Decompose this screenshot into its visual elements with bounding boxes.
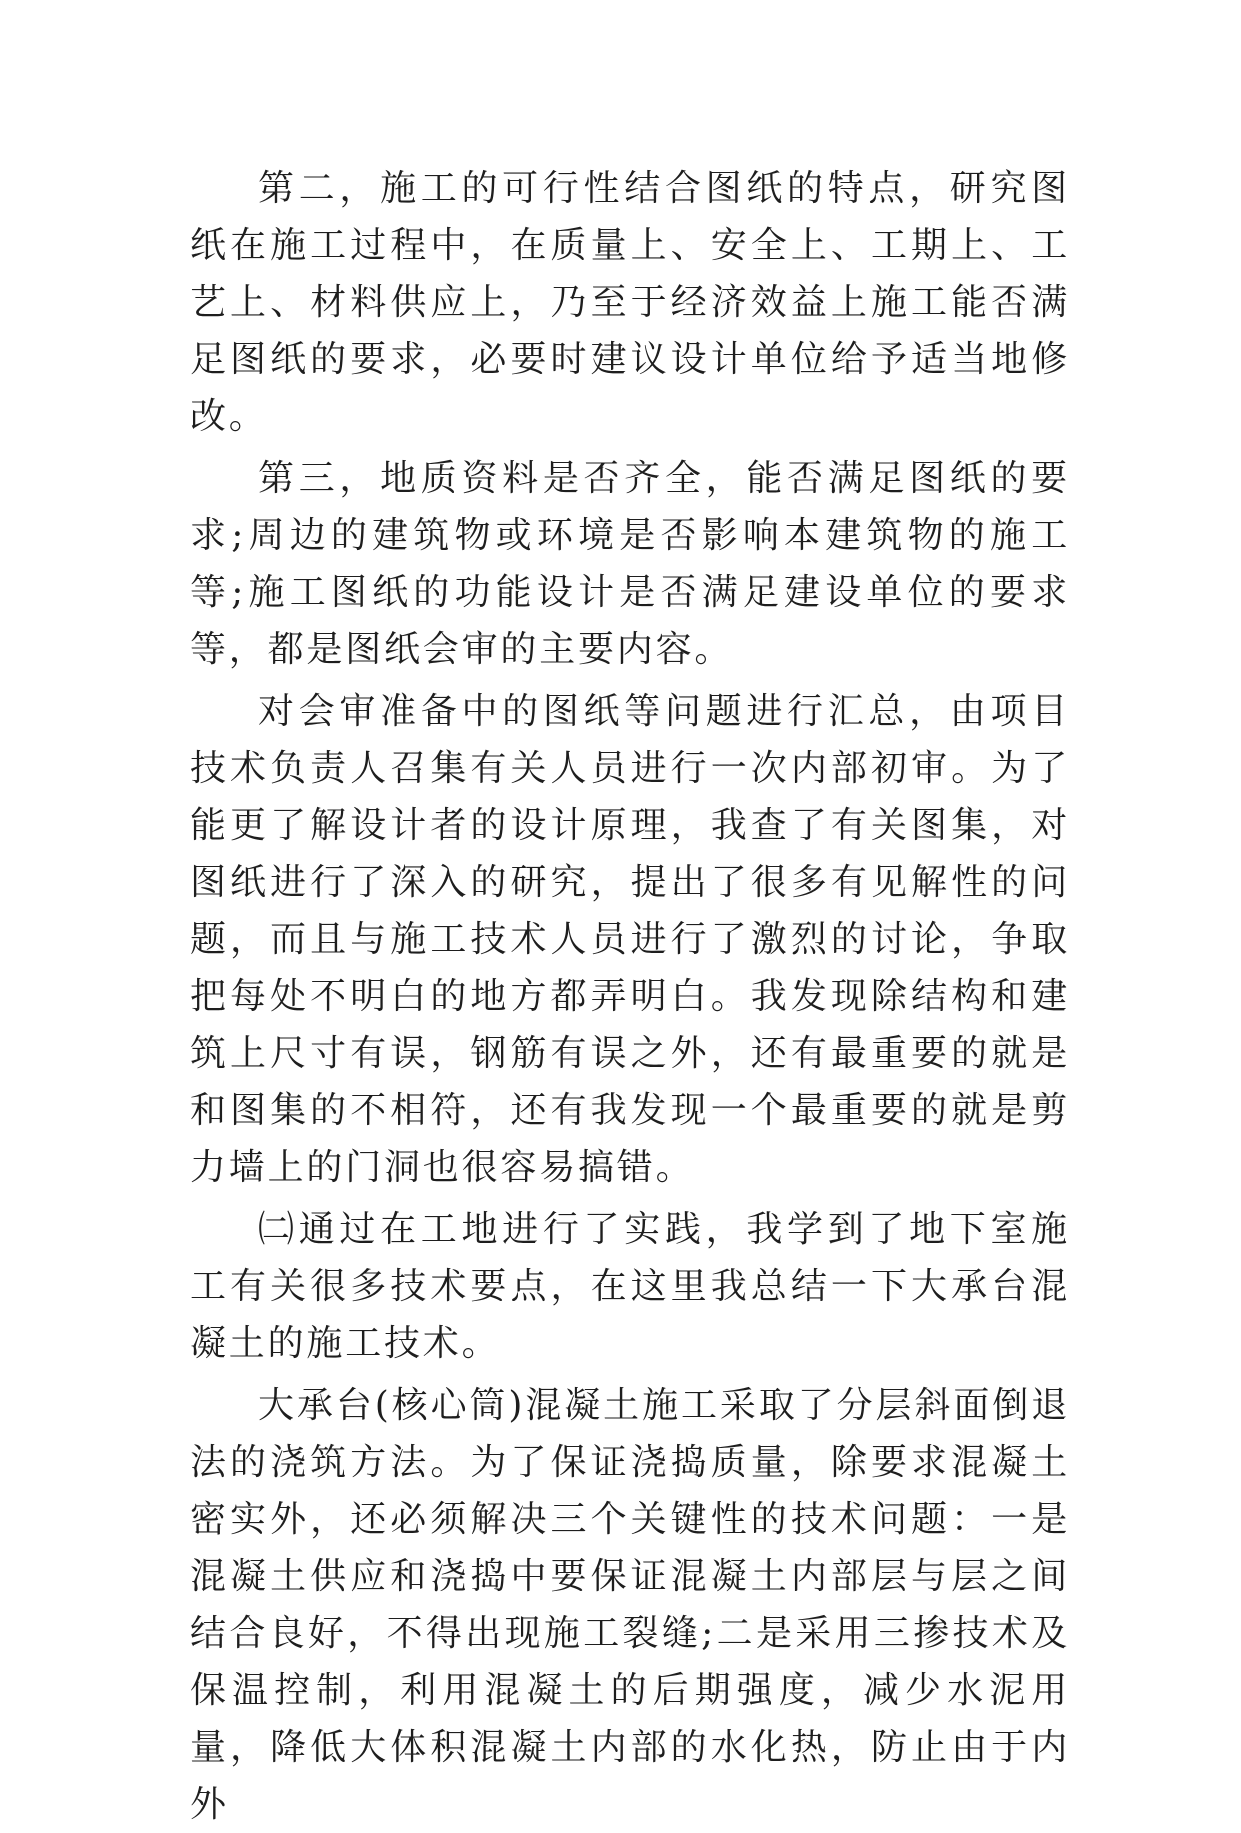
- paragraph-concrete-technique: 大承台(核心筒)混凝土施工采取了分层斜面倒退法的浇筑方法。为了保证浇捣质量，除要求混凝土密实外，还必须解决三个关键性的技术问题：一是混凝土供应和浇捣中要保证混凝土内部层与层之间结合良好，不得出现施工裂缝;二是采用三掺技术及保温控制，利用混凝土的后期强度，减少水泥用量，降低大体积混凝土内部的水化热，防止由于内外: [190, 1385, 1070, 1825]
- document-body: [190, 160, 1070, 1833]
- paragraph-drawing-feasibility: 第二，施工的可行性结合图纸的特点，研究图纸在施工过程中，在质量上、安全上、工期上、工艺上、材料供应上，乃至于经济效益上施工能否满足图纸的要求，必要时建议设计单位给予适当地修改。: [190, 168, 1070, 437]
- paragraph-geology-data: 第三，地质资料是否齐全，能否满足图纸的要求;周边的建筑物或环境是否影响本建筑物的施工等;施工图纸的功能设计是否满足建设单位的要求等，都是图纸会审的主要内容。: [190, 458, 1070, 670]
- paragraph-basement-practice: ㈡通过在工地进行了实践，我学到了地下室施工有关很多技术要点，在这里我总结一下大承台混凝土的施工技术。: [190, 1209, 1070, 1364]
- paragraph-internal-review: 对会审准备中的图纸等问题进行汇总，由项目技术负责人召集有关人员进行一次内部初审。为了能更了解设计者的设计原理，我查了有关图集，对图纸进行了深入的研究，提出了很多有见解性的问题，而且与施工技术人员进行了激烈的讨论，争取把每处不明白的地方都弄明白。我发现除结构和建筑上尺寸有误，钢筋有误之外，还有最重要的就是和图集的不相符，还有我发现一个最重要的就是剪力墙上的门洞也很容易搞错。: [190, 691, 1070, 1188]
